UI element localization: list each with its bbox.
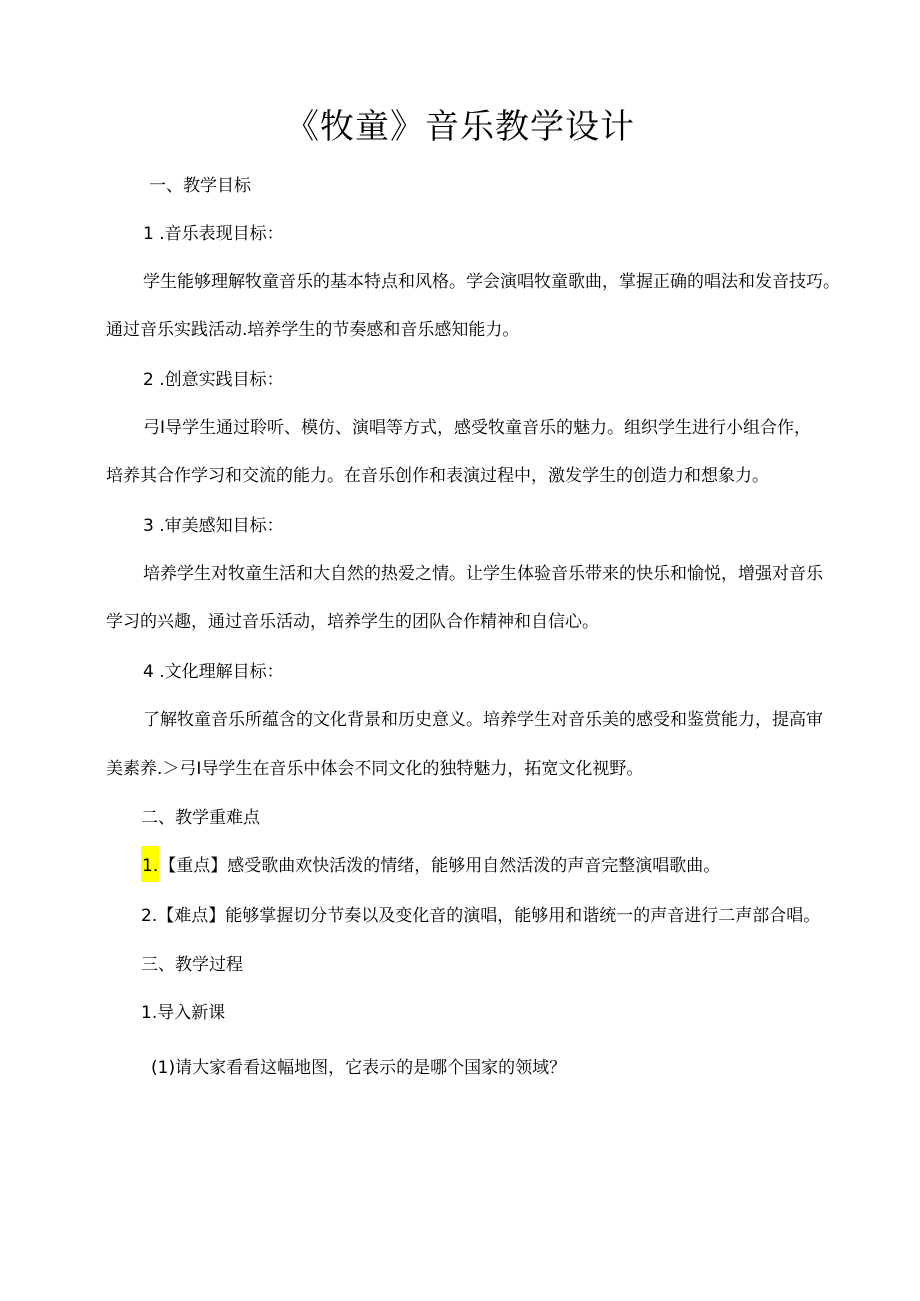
document-title: 《牧童》音乐教学设计 (285, 107, 635, 147)
paragraph-line: 学生能够理解牧童音乐的基本特点和风格。学会演唱牧童歌曲，掌握正确的唱法和发音技巧。 (143, 272, 840, 292)
difficult-point-item: 2.【难点】能够掌握切分节奏以及变化音的演唱，能够用和谐统一的声音进行二声部合唱。 (141, 906, 821, 926)
goal-heading-creative-practice: 2 .创意实践目标： (143, 370, 284, 390)
paragraph-line: 通过音乐实践活动.培养学生的节奏感和音乐感知能力。 (106, 320, 520, 340)
paragraph-line: 培养其合作学习和交流的能力。在音乐创作和表演过程中，激发学生的创造力和想象力。 (106, 466, 769, 486)
section-heading-key-points: 二、教学重难点 (141, 808, 260, 828)
paragraph-line: 弓I导学生通过聆听、模仿、演唱等方式，感受牧童音乐的魅力。组织学生进行小组合作， (143, 418, 812, 438)
paragraph-line: 学习的兴趣，通过音乐活动，培养学生的团队合作精神和自信心。 (106, 612, 599, 632)
goal-heading-music-performance: 1 .音乐表现目标： (143, 224, 284, 244)
key-point-number-highlight: 1. (141, 846, 159, 882)
key-point-item (141, 854, 720, 878)
paragraph-line: 美素养.＞弓I导学生在音乐中体会不同文化的独特魅力，拓宽文化视野。 (106, 759, 644, 779)
key-point-text: 【重点】感受歌曲欢快活泼的情绪，能够用自然活泼的声音完整演唱歌曲。 (159, 856, 721, 876)
section-heading-teaching-process: 三、教学过程 (141, 955, 243, 975)
step-heading-intro: 1.导入新课 (141, 1003, 226, 1023)
section-heading-teaching-goals: 一、教学目标 (149, 176, 251, 196)
step-question: (1)请大家看看这幅地图，它表示的是哪个国家的领域？ (151, 1058, 567, 1078)
paragraph-line: 培养学生对牧童生活和大自然的热爱之情。让学生体验音乐带来的快乐和愉悦，增强对音乐 (143, 564, 823, 584)
paragraph-line: 了解牧童音乐所蕴含的文化背景和历史意义。培养学生对音乐美的感受和鉴赏能力，提高审 (143, 710, 823, 730)
goal-heading-aesthetic-perception: 3 .审美感知目标： (143, 516, 284, 536)
goal-heading-cultural-understanding: 4 .文化理解目标： (143, 662, 284, 682)
